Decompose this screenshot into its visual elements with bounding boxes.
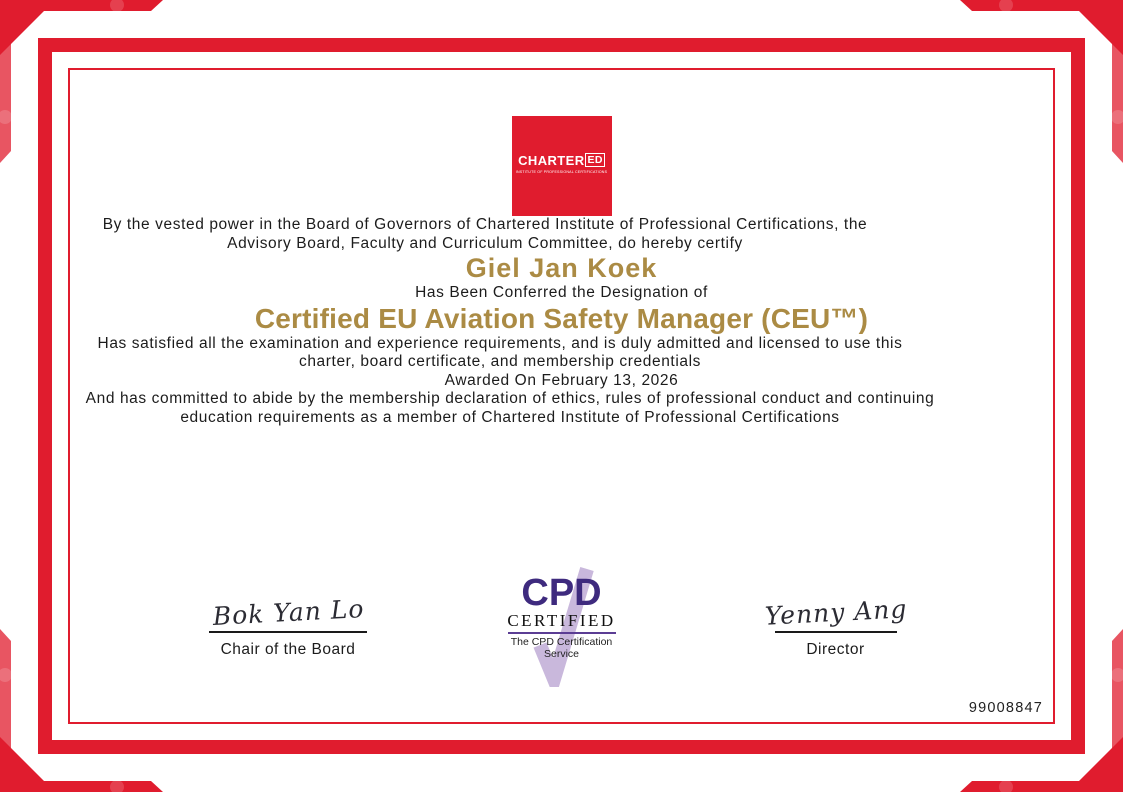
chartered-institute-logo [512,116,612,216]
logo-wordmark-main: CHARTER [518,152,585,168]
intro-paragraph: By the vested power in the Board of Governors of Chartered Institute of Professional Certifications, the Advisory Board, Faculty and Curriculum Committee, do hereby certify [102,216,868,252]
director-signature: Yenny Ang [764,594,909,631]
cpd-service-line-2: Service [543,647,579,660]
conferred-line: Has Been Conferred the Designation of [415,284,708,301]
chair-signature: Bok Yan Lo [212,594,366,631]
signature-row [70,572,1053,700]
cpd-underline [508,632,616,634]
cpd-certified-label: CERTIFIED [507,611,616,630]
cpd-logo-inner [492,572,632,660]
recipient-name: Giel Jan Koek [465,253,658,283]
cpd-acronym: CPD [521,572,602,614]
signature-block-director [738,575,933,659]
certificate-serial-number: 99008847 [968,700,1043,716]
designation-title: Certified EU Aviation Safety Manager (CEU™) [254,302,869,334]
commitment-paragraph: And has committed to abide by the membership declaration of ethics, rules of professional conduct and continuing education requirements as a member of Chartered Institute of Professional Certifications [85,390,935,426]
certificate-content [70,70,1053,722]
satisfied-paragraph: Has satisfied all the examination and experience requirements, and is duly admitted and licensed to use this charter, board certificate, and membership credentials [97,334,903,370]
logo-subtitle: INSTITUTE OF PROFESSIONAL CERTIFICATIONS [515,170,608,175]
cpd-certified-logo [492,572,632,660]
awarded-date-line: Awarded On February 13, 2026 [444,371,679,389]
chair-signature-title: Chair of the Board [220,640,356,658]
chair-signature-line [209,631,367,633]
director-signature-line [775,631,897,633]
logo-wordmark [518,153,605,167]
logo-wordmark-boxed-ed: ED [587,154,603,166]
director-signature-title: Director [806,640,865,658]
cpd-service-line-1: The CPD Certification [510,636,613,648]
signature-block-chair [188,575,388,659]
